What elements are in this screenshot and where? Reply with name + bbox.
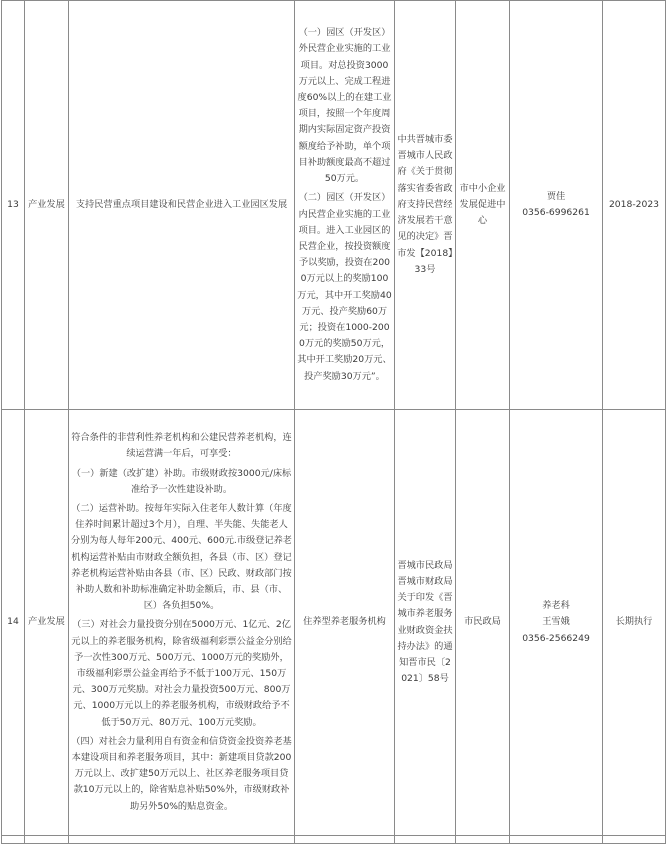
content-paragraph: （一）园区（开发区）外民营企业实施的工业项目。对总投资3000万元以上、完成工程进度60%以上的在建工业项目，按照一个年度周期内实际固定资产投资额度给予补助，单个项目补助额度最高不超过50万元。 [297, 27, 392, 185]
row-number: 13 [2, 1, 25, 410]
content-paragraph: （四）对社会力量利用自有资金和信贷资金投资养老基本建设项目和养老服务项目，其中：新建项目贷款200万元以上、改扩建50万元以上、社区养老服务项目贷款10万元以上的，除省贴息补贴50%外，市级财政补助另外50%的贴息资金。 [71, 735, 292, 812]
basis-cell: 晋城市民政局晋城市财政局关于印发《晋城市养老服务业财政资金扶持办法》的通知晋市民〔2021〕58号 [395, 410, 456, 836]
content-paragraph: （三）对社会力量投资分别在5000万元、1亿元、2亿元以上的养老服务机构，除省级福利彩票公益金分别给予一次性300万元、500万元、1000万元的奖励外，市级福利彩票公益金再给予不低于100万元、150万元、300万元奖励。对社会力量投资500万元、800万元、1000万元以上的养老服务机构，市级财政给予不低于50万元、80万元、100万元奖励。 [71, 619, 292, 728]
table-row [2, 1, 666, 410]
table-row [2, 836, 666, 844]
content-cell [69, 410, 295, 836]
content-paragraph: （二）运营补助。按每年实际入住老年人数计算（年度住养时间累计超过3个月），自理、半失能、失能老人分别为每人每年200元、400元、600元.市级登记养老机构运营补贴由市财政全额负担，各县（市、区）登记养老机构运营补贴由各县（市、区）民政、财政部门按补助人数和补助标准确定补助金额后，市、县（市、区）各负担50%。 [71, 502, 292, 612]
content-cell [69, 836, 295, 844]
contact-name: 王雪娥 [542, 616, 570, 628]
title-cell: 支持民营重点项目建设和民营企业进入工业园区发展 [69, 1, 295, 410]
content-paragraph: （一）新建（改扩建）补助。市级财政按3000元/床标准给予一次性建设补助。 [71, 467, 292, 495]
policy-table [1, 0, 666, 844]
row-number [2, 836, 25, 844]
content-cell [295, 1, 395, 410]
contact-cell [510, 410, 603, 836]
contact-phone: 0356-6996261 [522, 207, 590, 218]
contact-cell [510, 836, 603, 844]
period-cell [603, 836, 666, 844]
content-paragraph: （二）园区（开发区）内民营企业实施的工业项目。进入工业园区的民营企业，按投资额度予以奖励，投资在2000万元以上的奖励100万元，其中开工奖励40万元、投产奖励60万元；投资在1000-2000万元的奖励50万元，其中开工奖励20万元、投产奖励30万元”。 [297, 192, 392, 382]
period-cell: 长期执行 [603, 410, 666, 836]
period-cell: 2018-2023 [603, 1, 666, 410]
row-number: 14 [2, 410, 25, 836]
department-cell: 市中小企业发展促进中心 [456, 1, 510, 410]
category-cell: 产业发展 [25, 1, 69, 410]
content-paragraph: 符合条件的非营利性养老机构和公建民营养老机构，连续运营满一年后，可享受： [71, 432, 292, 460]
basis-cell [395, 836, 456, 844]
category-cell: 产业发展 [25, 410, 69, 836]
contact-name: 养老科 [542, 600, 570, 612]
title-cell [295, 836, 395, 844]
table-row [2, 410, 666, 836]
category-cell [25, 836, 69, 844]
department-cell: 市民政局 [456, 410, 510, 836]
contact-name: 贾佳 [546, 190, 566, 202]
title-cell: 住养型养老服务机构 [295, 410, 395, 836]
contact-phone: 0356-2566249 [522, 632, 590, 644]
contact-cell [510, 1, 603, 410]
basis-cell: 中共晋城市委晋城市人民政府《关于贯彻落实省委省政府支持民营经济发展若干意见的决定》晋市发【2018】33号 [395, 1, 456, 410]
department-cell [456, 836, 510, 844]
